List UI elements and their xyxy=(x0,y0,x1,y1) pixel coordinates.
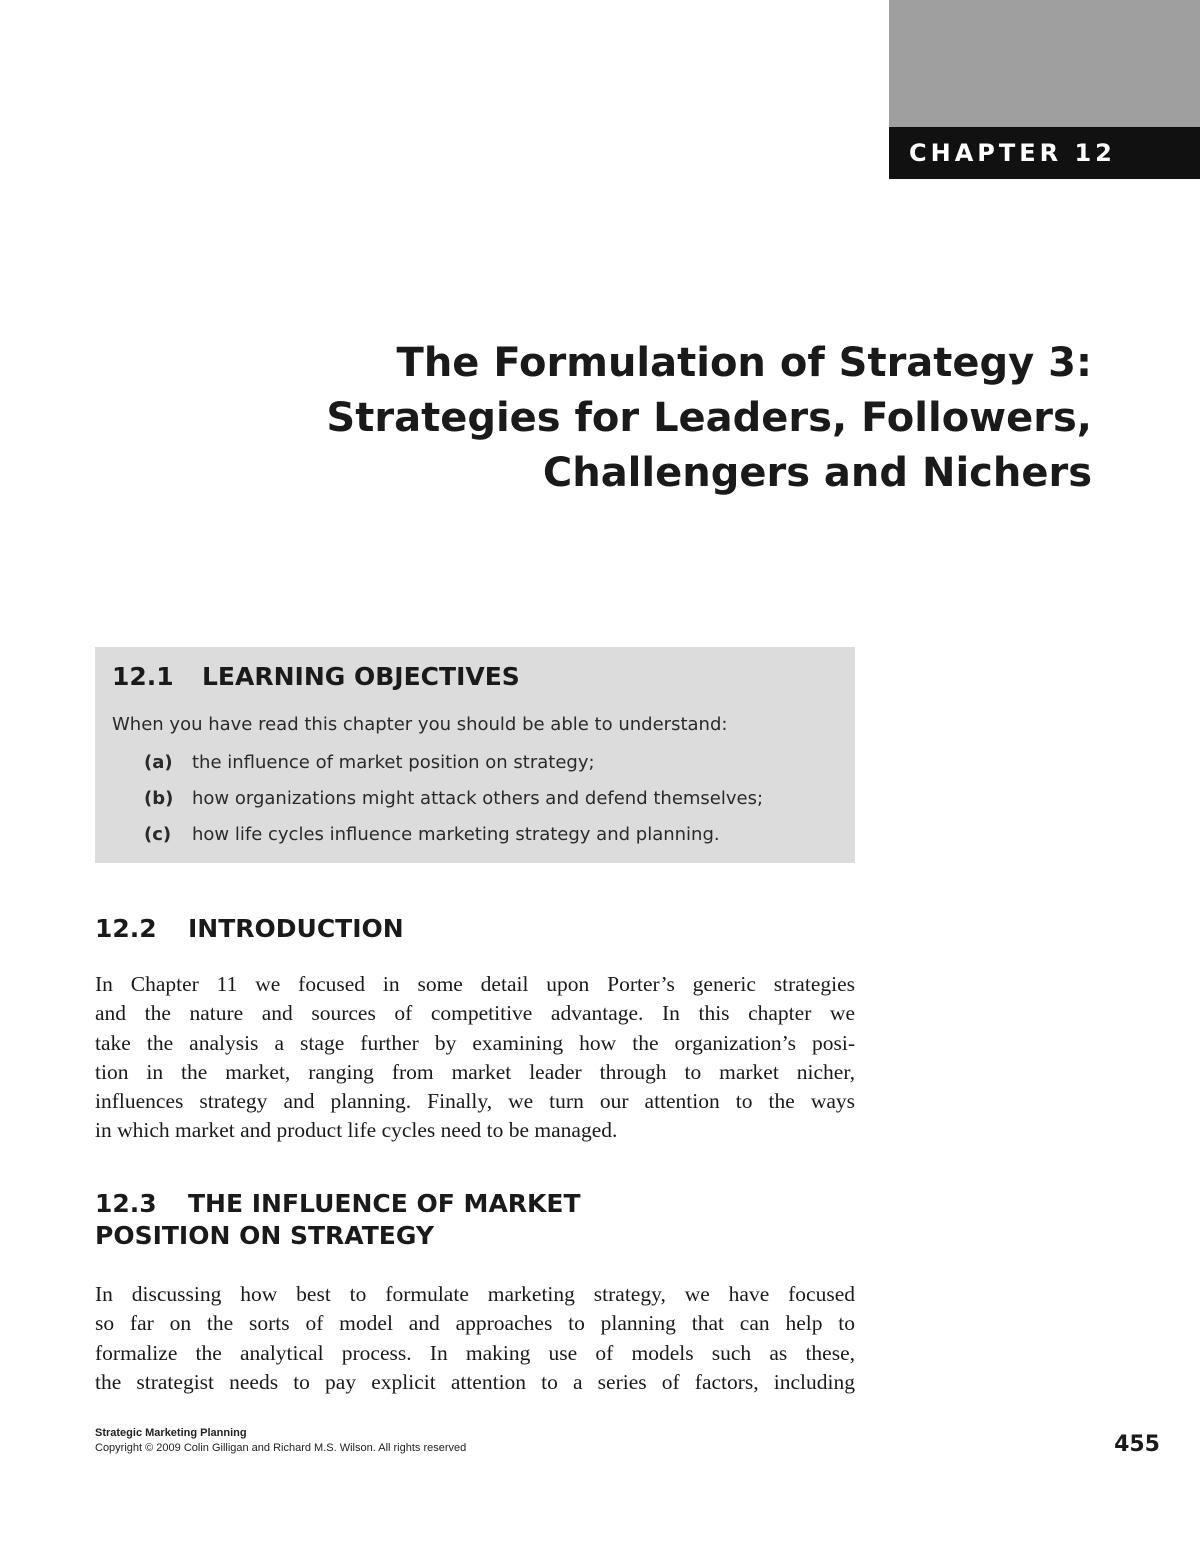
body-paragraph xyxy=(95,970,855,1146)
paragraph-line: In Chapter 11 we focused in some detail upon Porter’s generic strategies xyxy=(95,972,855,996)
section-title: POSITION ON STRATEGY xyxy=(95,1221,434,1250)
page-number: 455 xyxy=(1114,1432,1160,1457)
list-item xyxy=(112,788,855,810)
page-footer xyxy=(95,1426,466,1456)
list-item xyxy=(112,752,855,774)
objectives-intro: When you have read this chapter you should be able to understand: xyxy=(112,714,728,735)
introduction-section xyxy=(95,913,855,1146)
paragraph-line: In discussing how best to formulate marketing strategy, we have focused xyxy=(95,1282,855,1306)
paragraph-line: tion in the market, ranging from market leader through to market nicher, xyxy=(95,1059,855,1084)
list-marker: (c) xyxy=(144,824,172,845)
chapter-title-line: Strategies for Leaders, Followers, xyxy=(326,395,1092,441)
paragraph-line: take the analysis a stage further by examining how the organization’s posi- xyxy=(95,1030,855,1055)
section-title: THE INFLUENCE OF MARKET xyxy=(188,1189,581,1218)
objectives-list xyxy=(112,752,855,846)
section-heading xyxy=(95,913,855,945)
list-item-text: the influence of market position on strategy; xyxy=(192,752,595,773)
section-title: INTRODUCTION xyxy=(188,914,404,943)
list-marker: (b) xyxy=(144,788,174,809)
market-position-section xyxy=(95,1188,855,1397)
paragraph-line: formalize the analytical process. In making use of models such as these, xyxy=(95,1340,855,1365)
chapter-label: CHAPTER 12 xyxy=(889,127,1200,179)
section-number: 12.3 xyxy=(95,1189,157,1218)
paragraph-line: the strategist needs to pay explicit attention to a series of factors, including xyxy=(95,1369,855,1394)
section-number: 12.1 xyxy=(112,662,174,691)
paragraph-line: in which market and product life cycles need to be managed. xyxy=(95,1118,618,1143)
body-paragraph xyxy=(95,1280,855,1397)
book-title: Strategic Marketing Planning xyxy=(95,1427,247,1439)
paragraph-line: and the nature and sources of competitive advantage. In this chapter we xyxy=(95,1001,855,1026)
section-heading xyxy=(95,1188,855,1252)
chapter-title-line: Challengers and Nichers xyxy=(542,450,1092,496)
section-title: LEARNING OBJECTIVES xyxy=(202,662,520,691)
chapter-tab-decoration xyxy=(889,0,1200,127)
section-number: 12.2 xyxy=(95,914,157,943)
list-item-text: how life cycles influence marketing strategy and planning. xyxy=(192,824,720,845)
paragraph-line: influences strategy and planning. Finally, we turn our attention to the ways xyxy=(95,1089,855,1114)
list-item-text: how organizations might attack others and defend themselves; xyxy=(192,788,764,809)
chapter-title-line: The Formulation of Strategy 3: xyxy=(396,340,1092,386)
copyright-notice: Copyright © 2009 Colin Gilligan and Richard M.S. Wilson. All rights reserved xyxy=(95,1442,467,1454)
list-marker: (a) xyxy=(144,752,173,773)
paragraph-line: so far on the sorts of model and approaches to planning that can help to xyxy=(95,1311,855,1336)
section-heading xyxy=(112,661,855,693)
chapter-title xyxy=(192,336,1092,501)
learning-objectives-box xyxy=(95,647,855,863)
list-item xyxy=(112,824,855,846)
